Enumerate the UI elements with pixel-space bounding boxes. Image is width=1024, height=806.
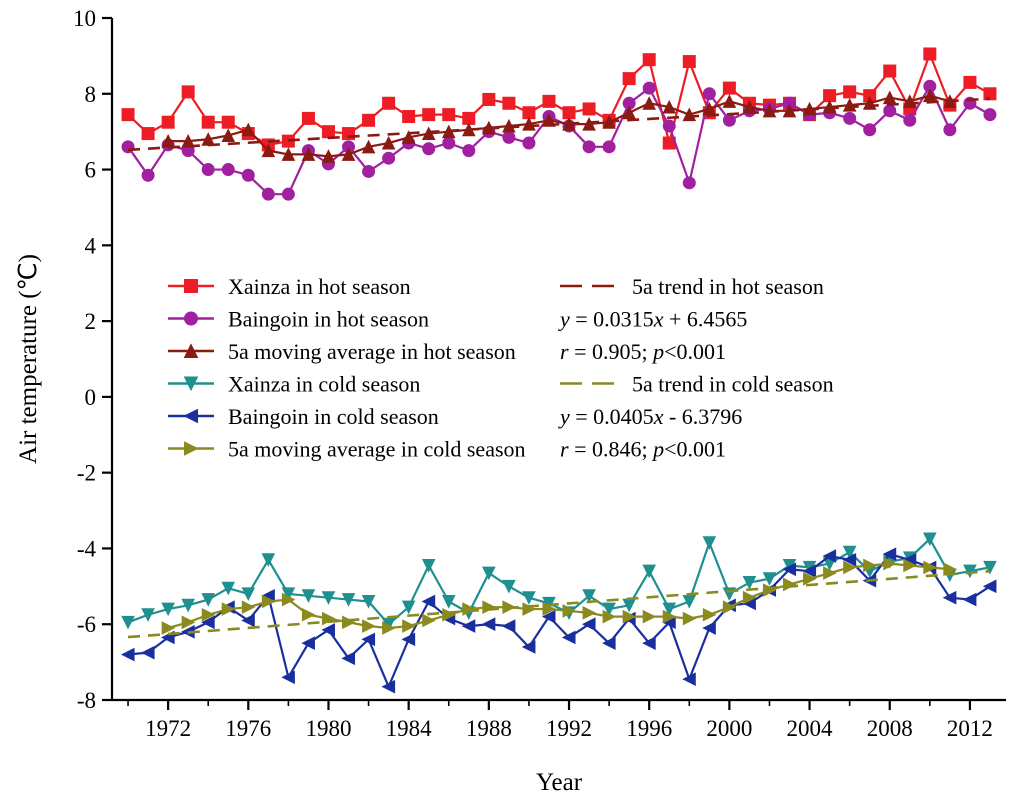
data-marker bbox=[185, 442, 198, 455]
series-line bbox=[128, 554, 990, 687]
data-marker bbox=[663, 120, 675, 132]
data-marker bbox=[222, 582, 234, 594]
data-marker bbox=[185, 280, 198, 293]
y-tick-label: -6 bbox=[76, 612, 96, 638]
y-axis-title: Air temperature (℃) bbox=[15, 254, 42, 464]
data-marker bbox=[383, 681, 395, 693]
data-marker bbox=[723, 82, 735, 94]
data-marker bbox=[222, 116, 234, 128]
data-marker bbox=[262, 554, 274, 566]
legend-label: Baingoin in hot season bbox=[228, 306, 430, 332]
legend-label: Xainza in hot season bbox=[228, 274, 411, 299]
data-marker bbox=[603, 141, 615, 153]
data-marker bbox=[984, 580, 996, 592]
series-line bbox=[128, 539, 990, 624]
y-tick-label: 6 bbox=[84, 157, 96, 183]
data-marker bbox=[984, 109, 996, 121]
data-marker bbox=[322, 624, 334, 636]
x-tick-label: 1992 bbox=[546, 716, 593, 741]
y-tick-label: 10 bbox=[73, 6, 96, 31]
data-marker bbox=[262, 188, 274, 200]
data-marker bbox=[563, 107, 575, 119]
legend-label: Baingoin in cold season bbox=[228, 404, 439, 429]
legend-item-right-0[interactable] bbox=[560, 274, 824, 299]
series-line bbox=[128, 54, 990, 145]
hot-trend-equation: y = 0.0315x + 6.4565 bbox=[560, 306, 748, 332]
data-marker bbox=[483, 618, 495, 630]
y-tick-label: 0 bbox=[84, 384, 96, 410]
data-marker bbox=[884, 105, 896, 117]
hot-trend-stats: r = 0.905; p<0.001 bbox=[560, 339, 727, 364]
data-marker bbox=[423, 614, 435, 626]
data-marker bbox=[523, 137, 535, 149]
data-marker bbox=[162, 116, 174, 128]
data-marker bbox=[884, 65, 896, 77]
data-marker bbox=[583, 607, 595, 619]
data-marker bbox=[142, 609, 154, 621]
data-marker bbox=[242, 588, 254, 600]
legend-item-right-1[interactable] bbox=[560, 372, 834, 397]
x-tick-label: 1972 bbox=[145, 716, 192, 741]
data-marker bbox=[122, 141, 134, 153]
data-marker bbox=[222, 164, 234, 176]
data-marker bbox=[944, 592, 956, 604]
data-marker bbox=[122, 616, 134, 628]
data-marker bbox=[363, 165, 375, 177]
data-marker bbox=[844, 86, 856, 98]
data-marker bbox=[784, 578, 796, 590]
y-tick-label: 4 bbox=[84, 233, 96, 259]
data-marker bbox=[844, 112, 856, 124]
data-marker bbox=[683, 56, 695, 68]
data-marker bbox=[443, 137, 455, 149]
data-marker bbox=[643, 54, 655, 66]
data-marker bbox=[322, 126, 334, 138]
legend-label: 5a trend in cold season bbox=[632, 371, 834, 397]
data-marker bbox=[703, 622, 715, 634]
data-marker bbox=[282, 188, 294, 200]
data-marker bbox=[964, 76, 976, 88]
data-marker bbox=[383, 152, 395, 164]
data-marker bbox=[423, 143, 435, 155]
y-tick-label: 2 bbox=[84, 309, 96, 335]
data-marker bbox=[142, 169, 154, 181]
x-tick-label: 1996 bbox=[626, 716, 673, 741]
legend-item-left-3[interactable] bbox=[168, 372, 420, 397]
data-marker bbox=[683, 177, 695, 189]
data-marker bbox=[403, 111, 415, 123]
data-marker bbox=[122, 109, 134, 121]
data-marker bbox=[403, 633, 415, 645]
data-marker bbox=[202, 164, 214, 176]
data-marker bbox=[302, 609, 314, 621]
data-marker bbox=[643, 611, 655, 623]
data-marker bbox=[142, 128, 154, 140]
series-5 bbox=[162, 558, 956, 634]
data-marker bbox=[503, 580, 515, 592]
data-marker bbox=[543, 95, 555, 107]
y-tick-label: 8 bbox=[84, 81, 96, 107]
legend-label: 5a moving average in hot season bbox=[228, 339, 516, 364]
data-marker bbox=[443, 109, 455, 121]
data-marker bbox=[463, 620, 475, 632]
data-marker bbox=[142, 647, 154, 659]
data-marker bbox=[523, 107, 535, 119]
data-marker bbox=[964, 594, 976, 606]
data-marker bbox=[122, 649, 134, 661]
data-marker bbox=[363, 620, 375, 632]
data-marker bbox=[984, 88, 996, 100]
data-marker bbox=[242, 601, 254, 613]
x-axis-title: Year bbox=[535, 769, 583, 796]
data-marker bbox=[483, 93, 495, 105]
data-marker bbox=[723, 114, 735, 126]
data-marker bbox=[824, 90, 836, 102]
data-marker bbox=[683, 109, 695, 121]
data-marker bbox=[302, 637, 314, 649]
data-marker bbox=[723, 95, 735, 107]
legend-item-left-4[interactable] bbox=[168, 404, 439, 429]
legend-item-left-5[interactable] bbox=[168, 437, 526, 462]
x-tick-label: 2004 bbox=[786, 716, 833, 741]
data-marker bbox=[483, 601, 495, 613]
data-marker bbox=[463, 112, 475, 124]
data-marker bbox=[343, 616, 355, 628]
data-marker bbox=[864, 124, 876, 136]
y-tick-label: -2 bbox=[76, 460, 96, 486]
data-marker bbox=[924, 48, 936, 60]
data-marker bbox=[944, 124, 956, 136]
x-tick-label: 2008 bbox=[866, 716, 913, 741]
data-marker bbox=[383, 97, 395, 109]
x-tick-label: 2012 bbox=[946, 716, 993, 741]
data-marker bbox=[185, 312, 198, 325]
data-marker bbox=[503, 620, 515, 632]
legend-label: 5a trend in hot season bbox=[632, 274, 824, 299]
legend-item-left-1[interactable] bbox=[168, 307, 429, 332]
data-marker bbox=[463, 145, 475, 157]
series-2 bbox=[162, 90, 956, 163]
data-marker bbox=[242, 169, 254, 181]
y-tick-label: -4 bbox=[76, 536, 96, 562]
data-marker bbox=[703, 88, 715, 100]
cold-trend-equation: y = 0.0405x - 6.3796 bbox=[560, 404, 743, 429]
y-tick-label: -8 bbox=[76, 688, 96, 713]
data-marker bbox=[242, 614, 254, 626]
x-tick-label: 1984 bbox=[385, 716, 432, 741]
data-marker bbox=[302, 112, 314, 124]
legend-label: 5a moving average in cold season bbox=[228, 436, 526, 462]
data-marker bbox=[423, 109, 435, 121]
data-marker bbox=[423, 595, 435, 607]
legend-item-left-0[interactable] bbox=[168, 274, 411, 299]
x-tick-label: 1988 bbox=[465, 716, 512, 741]
data-marker bbox=[643, 565, 655, 577]
x-tick-label: 2000 bbox=[706, 716, 753, 741]
cold-trend-stats: r = 0.846; p<0.001 bbox=[560, 436, 727, 462]
data-marker bbox=[583, 103, 595, 115]
legend-label: Xainza in cold season bbox=[228, 371, 421, 397]
data-marker bbox=[643, 82, 655, 94]
data-marker bbox=[185, 410, 198, 423]
data-marker bbox=[363, 114, 375, 126]
data-marker bbox=[683, 595, 695, 607]
data-marker bbox=[703, 609, 715, 621]
data-marker bbox=[503, 131, 515, 143]
data-marker bbox=[483, 567, 495, 579]
x-tick-label: 1980 bbox=[305, 716, 352, 741]
data-marker bbox=[683, 613, 695, 625]
data-marker bbox=[703, 537, 715, 549]
data-marker bbox=[583, 141, 595, 153]
data-marker bbox=[443, 595, 455, 607]
data-marker bbox=[904, 114, 916, 126]
data-marker bbox=[202, 594, 214, 606]
data-marker bbox=[583, 618, 595, 630]
data-marker bbox=[623, 73, 635, 85]
data-marker bbox=[423, 559, 435, 571]
legend-item-left-2[interactable] bbox=[168, 339, 516, 364]
x-tick-label: 1976 bbox=[225, 716, 272, 741]
data-marker bbox=[202, 116, 214, 128]
data-marker bbox=[503, 97, 515, 109]
data-marker bbox=[523, 592, 535, 604]
data-marker bbox=[683, 673, 695, 685]
data-marker bbox=[182, 86, 194, 98]
